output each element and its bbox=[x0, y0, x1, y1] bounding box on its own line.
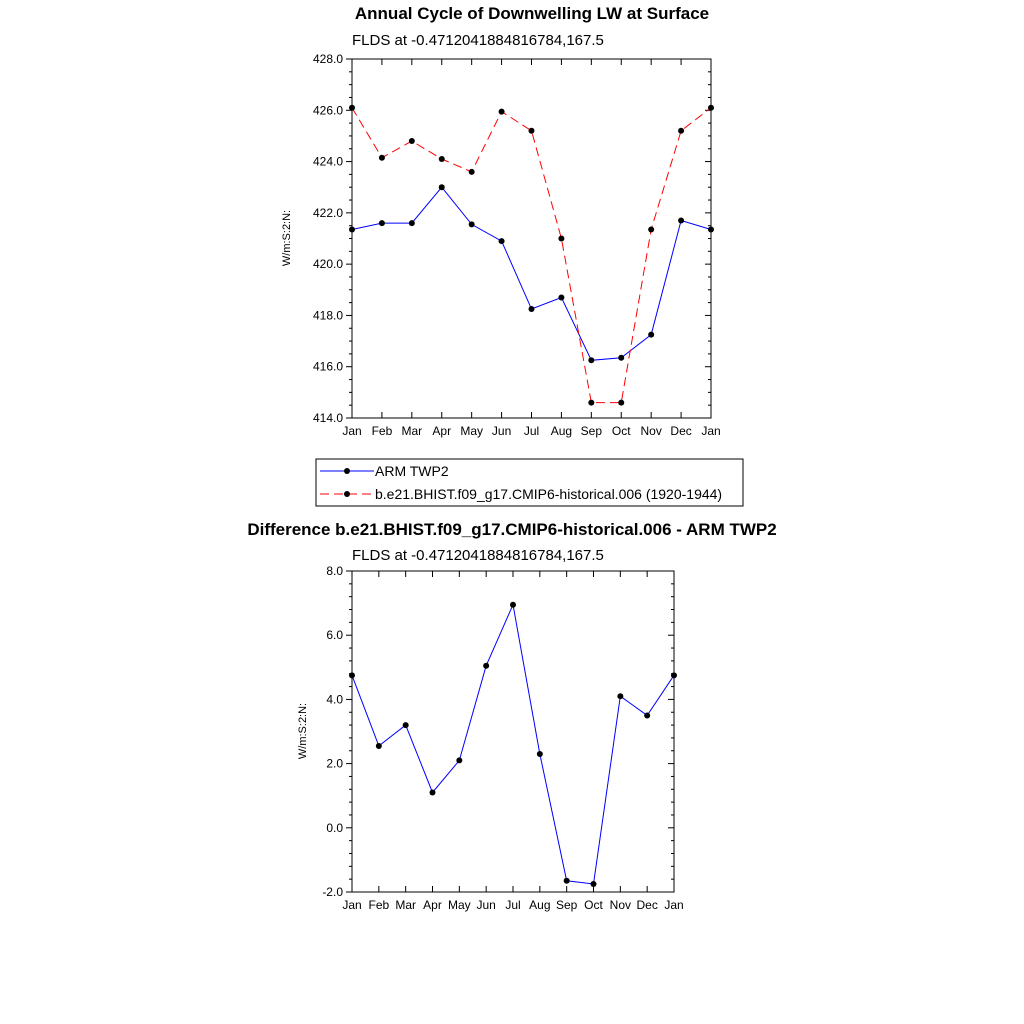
chart1-x-tick-label: Jun bbox=[491, 424, 512, 438]
chart1-y-tick-label: 426.0 bbox=[312, 103, 343, 118]
chart2-series-0-point bbox=[403, 722, 409, 728]
chart1-series-0-point bbox=[499, 238, 505, 244]
chart1-y-axis-label: W/m:S:2:N: bbox=[281, 209, 293, 267]
chart1-x-tick-label: Oct bbox=[611, 424, 631, 438]
chart2-x-tick-label: Aug bbox=[529, 898, 551, 912]
chart1-subtitle: FLDS at -0.4712041884816784,167.5 bbox=[352, 32, 604, 49]
chart2-series-0-line bbox=[352, 605, 674, 884]
chart1-series-1-point bbox=[499, 109, 505, 115]
chart2-y-tick-label: 0.0 bbox=[326, 820, 343, 835]
chart2-x-tick-label: May bbox=[447, 898, 471, 912]
chart1-y-tick-label: 416.0 bbox=[312, 359, 343, 374]
chart1-x-tick-label: Feb bbox=[371, 424, 393, 438]
chart2-y-tick-label: 4.0 bbox=[326, 692, 343, 707]
chart2-series-0-point bbox=[430, 789, 436, 795]
legend-label-model: b.e21.BHIST.f09_g17.CMIP6-historical.006 (1920-1944) bbox=[375, 486, 723, 502]
chart2-series-0-point bbox=[617, 693, 623, 699]
chart1-series-0-point bbox=[678, 218, 684, 224]
chart1-series-1-point bbox=[678, 128, 684, 134]
chart1-plot-area bbox=[313, 52, 721, 438]
chart1-series-1-point bbox=[349, 105, 355, 111]
chart2-x-tick-label: Jul bbox=[505, 898, 521, 912]
chart1-series-0-point bbox=[618, 355, 624, 361]
chart1-y-tick-label: 414.0 bbox=[312, 411, 343, 425]
chart2-y-tick-label: 8.0 bbox=[326, 564, 343, 578]
chart1-series-1-point bbox=[439, 156, 445, 162]
chart1-x-tick-label: Aug bbox=[550, 424, 573, 438]
chart1-x-tick-label: Apr bbox=[432, 424, 452, 438]
chart2-x-tick-label: Feb bbox=[368, 898, 390, 912]
chart2-frame bbox=[352, 571, 674, 892]
chart2-plot-area bbox=[322, 564, 683, 912]
chart2-series-0-point bbox=[483, 663, 489, 669]
chart1-x-tick-label: Dec bbox=[670, 424, 692, 438]
chart1-y-tick-label: 420.0 bbox=[312, 257, 343, 272]
chart2-series-0-point bbox=[644, 712, 650, 718]
chart1-series-0-point bbox=[349, 227, 355, 233]
legend-label-arm-twp2: ARM TWP2 bbox=[375, 463, 449, 479]
chart1-series-1-point bbox=[618, 400, 624, 406]
chart1-series-1-point bbox=[469, 169, 475, 175]
legend-marker-arm-twp2 bbox=[344, 468, 350, 474]
chart2-x-tick-label: Sep bbox=[555, 898, 578, 912]
chart1-series-1-point bbox=[409, 138, 415, 144]
chart1-series-0-point bbox=[558, 294, 564, 300]
chart1-y-tick-label: 424.0 bbox=[312, 154, 343, 169]
chart2-series-0-point bbox=[671, 672, 677, 678]
chart2-subtitle: FLDS at -0.4712041884816784,167.5 bbox=[352, 547, 604, 564]
chart2-x-tick-label: Jan bbox=[342, 898, 362, 912]
chart2-x-tick-label: Oct bbox=[584, 898, 603, 912]
chart2-y-axis-label: W/m:S:2:N: bbox=[297, 702, 309, 760]
chart2-y-tick-label: 6.0 bbox=[326, 628, 343, 643]
chart1-series-1-point bbox=[558, 236, 564, 242]
chart1-series-1-point bbox=[648, 227, 654, 233]
chart1-y-tick-label: 422.0 bbox=[312, 205, 343, 220]
chart1-series-0-point bbox=[708, 227, 714, 233]
chart2-x-tick-label: Jun bbox=[476, 898, 496, 912]
chart1-x-tick-label: Mar bbox=[401, 424, 423, 438]
chart2-x-tick-label: Mar bbox=[395, 898, 417, 912]
chart2-series-0-point bbox=[376, 743, 382, 749]
chart2-y-tick-label: -2.0 bbox=[322, 885, 343, 899]
chart2-title: Difference b.e21.BHIST.f09_g17.CMIP6-historical.006 - ARM TWP2 bbox=[247, 520, 777, 539]
chart2-x-tick-label: Jan bbox=[664, 898, 684, 912]
chart2-series-0-point bbox=[349, 672, 355, 678]
chart1-series-0-point bbox=[648, 332, 654, 338]
chart1-series-0-point bbox=[469, 221, 475, 227]
chart2-series-0-point bbox=[537, 751, 543, 757]
legend-marker-model bbox=[344, 491, 350, 497]
chart2-series-0-point bbox=[456, 757, 462, 763]
chart1-y-tick-label: 418.0 bbox=[312, 308, 343, 323]
chart1-series-0-point bbox=[379, 220, 385, 226]
chart2-series-0-point bbox=[510, 602, 516, 608]
chart1-series-1-point bbox=[379, 155, 385, 161]
chart1-series-1-point bbox=[588, 400, 594, 406]
chart1-title: Annual Cycle of Downwelling LW at Surface bbox=[354, 4, 710, 23]
chart1-series-0-point bbox=[529, 306, 535, 312]
chart1-x-tick-label: Nov bbox=[640, 424, 662, 438]
chart1-series-0-point bbox=[409, 220, 415, 226]
chart2-series-0-point bbox=[564, 878, 570, 884]
chart1-series-1-point bbox=[529, 128, 535, 134]
chart1-x-tick-label: Jan bbox=[701, 424, 721, 438]
chart2-series-0-point bbox=[591, 881, 597, 887]
chart1-y-tick-label: 428.0 bbox=[312, 52, 343, 66]
chart1-series-0-point bbox=[588, 357, 594, 363]
chart2-y-tick-label: 2.0 bbox=[326, 756, 343, 771]
chart2-x-tick-label: Dec bbox=[636, 898, 658, 912]
chart1-x-tick-label: Sep bbox=[580, 424, 603, 438]
chart2-x-tick-label: Apr bbox=[423, 898, 442, 912]
chart1-series-1-point bbox=[708, 105, 714, 111]
chart1-frame bbox=[352, 59, 711, 418]
chart2-x-tick-label: Nov bbox=[609, 898, 632, 912]
chart1-x-tick-label: Jan bbox=[342, 424, 362, 438]
chart1-series-1-line bbox=[352, 108, 711, 403]
chart1-series-0-line bbox=[352, 187, 711, 360]
chart1-series-0-point bbox=[439, 184, 445, 190]
chart1-x-tick-label: Jul bbox=[523, 424, 540, 438]
chart1-x-tick-label: May bbox=[460, 424, 484, 438]
